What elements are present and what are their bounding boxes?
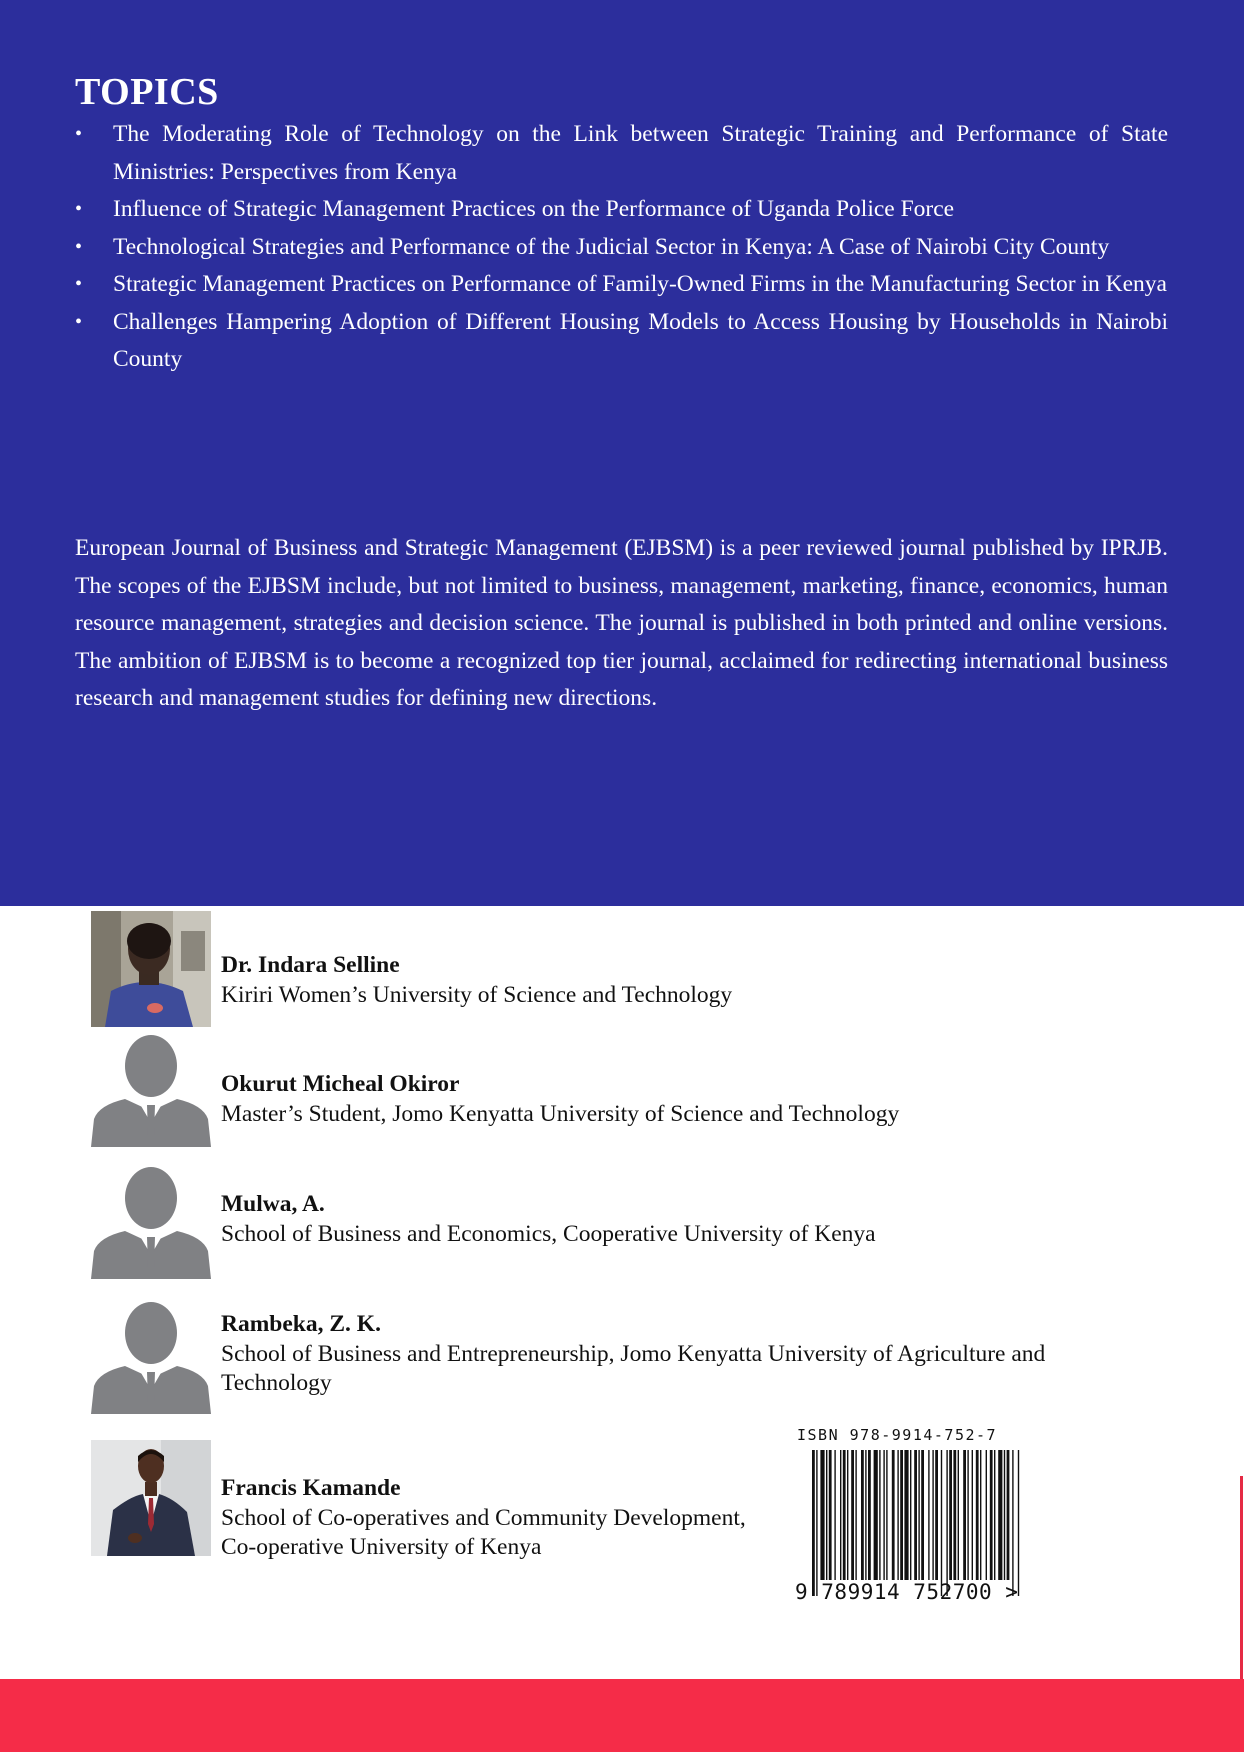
bullet-icon: • <box>75 198 83 220</box>
barcode-bar <box>843 1450 846 1580</box>
author-details <box>221 1190 876 1249</box>
barcode-bar <box>928 1450 929 1580</box>
author-photo <box>91 1163 211 1279</box>
barcode-bar <box>976 1450 979 1580</box>
person-silhouette-icon <box>91 1031 211 1147</box>
woman-portrait-icon <box>91 911 211 1027</box>
barcode-bar <box>892 1450 895 1580</box>
author-details <box>221 1310 1045 1399</box>
topic-text: Challenges Hampering Adoption of Different Housing Models to Access Housing by Households in Nairobi County <box>113 308 1168 372</box>
barcode-bar <box>949 1450 952 1580</box>
barcode-bar <box>826 1450 827 1580</box>
isbn-label: ISBN 978-9914-752-7 <box>797 1426 998 1444</box>
topic-item <box>75 191 1168 229</box>
barcode-bar <box>921 1450 924 1580</box>
topic-text: Influence of Strategic Management Practices on the Performance of Uganda Police Force <box>113 196 955 222</box>
journal-description: European Journal of Business and Strategic Management (EJBSM) is a peer reviewed journal published by IPRJB. The scopes of the EJBSM include, but not limited to business, management, marketing, finance, economics, human resource management, strategies and decision science. The journal is published in both printed and online versions. The ambition of EJBSM is to become a recognized top tier journal, acclaimed for redirecting international business research and management studies for defining new directions. <box>75 535 1168 711</box>
barcode-bar <box>834 1450 835 1580</box>
person-silhouette-icon <box>91 1163 211 1279</box>
bullet-icon: • <box>75 235 83 258</box>
author-details <box>221 1070 899 1129</box>
barcode-bar <box>980 1450 981 1580</box>
barcode-bar <box>886 1450 887 1580</box>
barcode-bar <box>972 1450 973 1580</box>
barcode-bar <box>990 1450 993 1580</box>
author-name: Francis Kamande <box>221 1475 401 1501</box>
author-entry <box>91 1298 1151 1414</box>
topic-item <box>75 304 1168 379</box>
barcode-bar <box>914 1450 917 1580</box>
author-details <box>221 951 732 1010</box>
barcode-bar <box>963 1450 966 1580</box>
author-name: Rambeka, Z. K. <box>221 1311 381 1337</box>
barcode-bar <box>998 1450 1002 1580</box>
barcode-bar <box>883 1450 884 1580</box>
author-affiliation: School of Co-operatives and Community Development, <box>221 1504 746 1531</box>
bullet-icon: • <box>75 123 83 145</box>
barcode-bar <box>868 1450 871 1580</box>
barcode-bar <box>918 1450 919 1580</box>
author-details <box>221 1474 746 1563</box>
barcode-digits: 9 789914 752700 > <box>795 1580 1019 1604</box>
barcode-bar <box>986 1450 987 1580</box>
barcode-bar <box>879 1450 880 1580</box>
barcode-bar <box>874 1450 878 1580</box>
topic-item <box>75 116 1168 191</box>
author-affiliation: Co-operative University of Kenya <box>221 1534 542 1560</box>
author-affiliation: School of Business and Economics, Cooperative University of Kenya <box>221 1220 876 1247</box>
topics-list <box>75 116 1168 379</box>
topic-item <box>75 266 1168 304</box>
topic-text: The Moderating Role of Technology on the Link between Strategic Training and Performance of State Ministries: Perspectives from Kenya <box>113 121 1168 185</box>
barcode-bar <box>861 1450 864 1580</box>
author-affiliation: Technology <box>221 1370 332 1396</box>
author-photo <box>91 1031 211 1147</box>
barcode-bar <box>855 1450 856 1580</box>
barcode-bar <box>865 1450 866 1580</box>
barcode-bar <box>1007 1450 1010 1580</box>
barcode-bar <box>812 1450 815 1596</box>
barcode-bars-icon <box>812 1450 1022 1596</box>
barcode-bar <box>900 1450 903 1580</box>
barcode-bar <box>847 1450 848 1580</box>
barcode-bar <box>941 1450 942 1596</box>
author-entry <box>91 1031 1151 1147</box>
barcode-bar <box>840 1450 841 1580</box>
barcode-bar <box>897 1450 898 1580</box>
author-name: Dr. Indara Selline <box>221 952 400 978</box>
person-silhouette-icon <box>91 1298 211 1414</box>
barcode-bar <box>994 1450 995 1580</box>
topic-text: Technological Strategies and Performance of the Judicial Sector in Kenya: A Case of Nairobi City County <box>113 233 1110 260</box>
author-photo <box>91 1440 211 1556</box>
bottom-color-bar <box>0 1679 1244 1752</box>
isbn-barcode <box>795 1426 1020 1610</box>
author-photo <box>91 911 211 1027</box>
barcode-bar <box>958 1450 959 1580</box>
barcode-bar <box>820 1450 824 1580</box>
barcode-bar <box>935 1450 938 1580</box>
barcode-bar <box>910 1450 911 1580</box>
barcode-bar <box>932 1450 933 1580</box>
author-name: Mulwa, A. <box>221 1191 325 1217</box>
barcode-bar <box>1012 1450 1013 1596</box>
barcode-bar <box>1004 1450 1005 1580</box>
bullet-icon: • <box>75 310 83 333</box>
author-affiliation: School of Business and Entrepreneurship, Jomo Kenyatta University of Agriculture and <box>221 1340 1046 1367</box>
topics-heading: TOPICS <box>75 71 219 113</box>
barcode-bar <box>816 1450 817 1596</box>
author-name: Okurut Micheal Okiror <box>221 1071 460 1097</box>
barcode-bar <box>904 1450 908 1580</box>
author-affiliation: Kiriri Women’s University of Science and Technology <box>221 981 733 1008</box>
barcode-bar <box>946 1450 947 1596</box>
author-entry <box>91 1163 1151 1279</box>
barcode-bar <box>1018 1450 1019 1596</box>
barcode-bar <box>953 1450 956 1580</box>
barcode-bar <box>851 1450 854 1580</box>
man-portrait-icon <box>91 1440 211 1556</box>
author-affiliation: Master’s Student, Jomo Kenyatta University of Science and Technology <box>221 1100 900 1127</box>
edge-accent-line <box>1240 1476 1243 1679</box>
barcode-bar <box>967 1450 968 1580</box>
topic-item <box>75 229 1168 267</box>
author-entry <box>91 911 1151 1027</box>
barcode-bar <box>829 1450 832 1580</box>
topic-text: Strategic Management Practices on Performance of Family-Owned Firms in the Manufacturing Sector in Kenya <box>113 271 1167 297</box>
bullet-icon: • <box>75 273 83 295</box>
author-photo <box>91 1298 211 1414</box>
